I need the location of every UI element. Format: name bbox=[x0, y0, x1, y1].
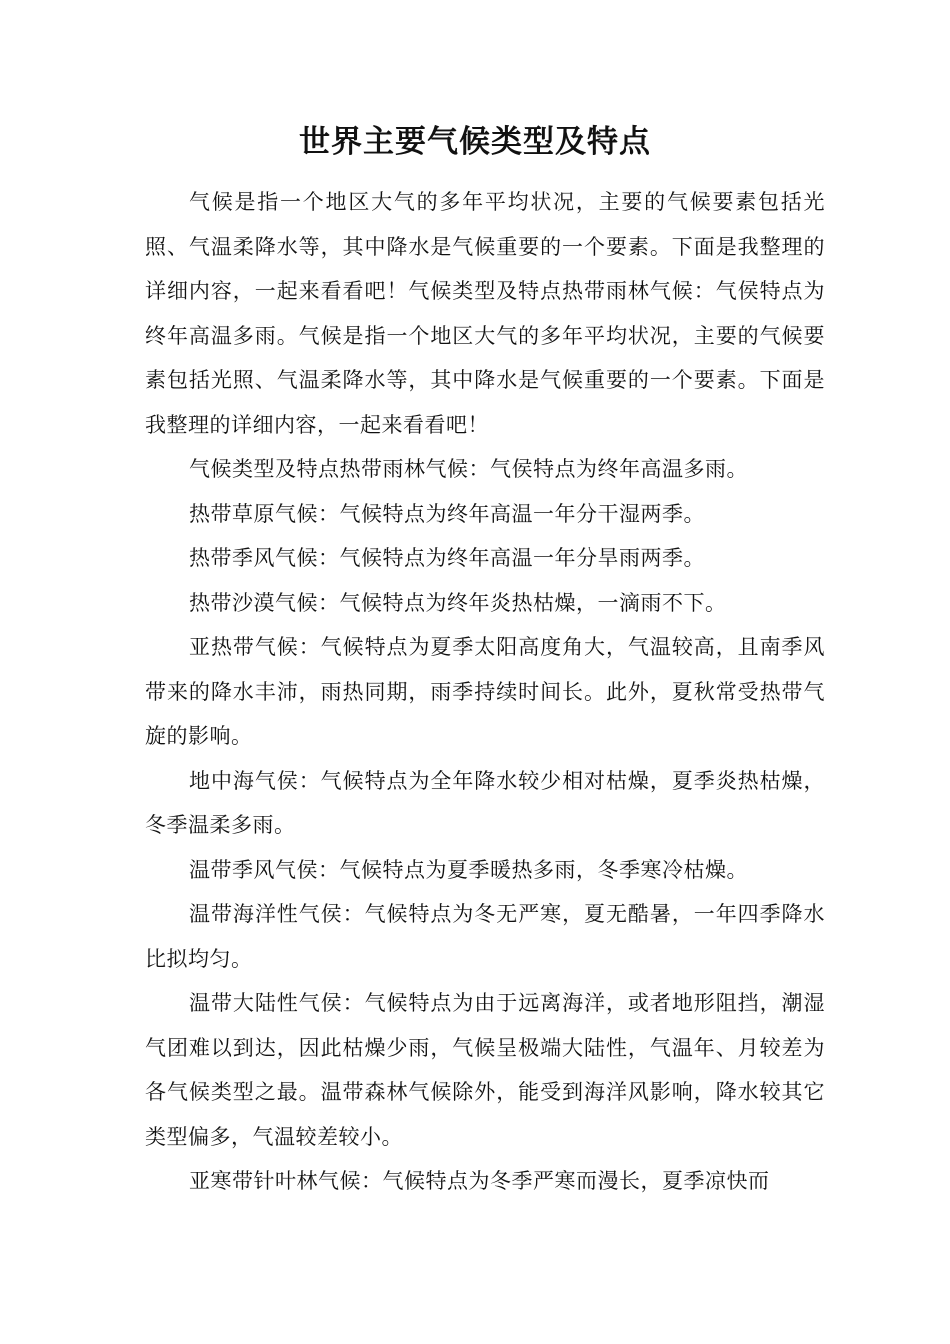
paragraph-intro: 气候是指一个地区大气的多年平均状况，主要的气候要素包括光照、气温柔降水等，其中降水是气候重要的一个要素。下面是我整理的详细内容，一起来看看吧！气候类型及特点热带雨林气候：气侯特点为终年高温多雨。气候是指一个地区大气的多年平均状况，主要的气候要素包括光照、气温柔降水等，其中降水是气候重要的一个要素。下面是我整理的详细内容，一起来看看吧！ bbox=[145, 190, 825, 437]
paragraph-mediterranean: 地中海气侯：气候特点为全年降水较少相对枯燥，夏季炎热枯燥，冬季温柔多雨。 bbox=[145, 768, 825, 837]
paragraph-subtropical: 亚热带气候：气候特点为夏季太阳高度角大，气温较高，且南季风带来的降水丰沛，雨热同期，雨季持续时间长。此外，夏秋常受热带气旋的影响。 bbox=[145, 635, 825, 748]
document-body bbox=[145, 180, 825, 1204]
paragraph-temperate-monsoon: 温带季风气侯：气候特点为夏季暖热多雨，冬季寒冷枯燥。 bbox=[189, 857, 748, 882]
paragraph-temperate-oceanic: 温带海洋性气侯：气候特点为冬无严寒，夏无酷暑，一年四季降水比拟均匀。 bbox=[145, 902, 825, 971]
paragraph-tropical-desert: 热带沙漠气候：气候特点为终年炎热枯燥，一滴雨不下。 bbox=[189, 590, 727, 615]
paragraph-tropical-monsoon: 热带季风气候：气候特点为终年高温一年分旱雨两季。 bbox=[189, 546, 705, 570]
paragraph-tropical-savanna: 热带草原气候：气候特点为终年高温一年分干湿两季。 bbox=[189, 501, 705, 526]
page-title: 世界主要气候类型及特点 bbox=[299, 124, 651, 160]
paragraph-subarctic-coniferous: 亚寒带针叶林气候：气候特点为冬季严寒而漫长，夏季凉快而 bbox=[189, 1169, 770, 1193]
paragraph-tropical-rainforest: 气候类型及特点热带雨林气候：气侯特点为终年高温多雨。 bbox=[189, 457, 748, 481]
paragraph-temperate-continental: 温带大陆性气侯：气候特点为由于远离海洋，或者地形阻挡，潮湿气团难以到达，因此枯燥少雨，气候呈极端大陆性，气温年、月较差为各气候类型之最。温带森林气候除外，能受到海洋风影响，降水较其它类型偏多，气温较差较小。 bbox=[145, 991, 825, 1149]
